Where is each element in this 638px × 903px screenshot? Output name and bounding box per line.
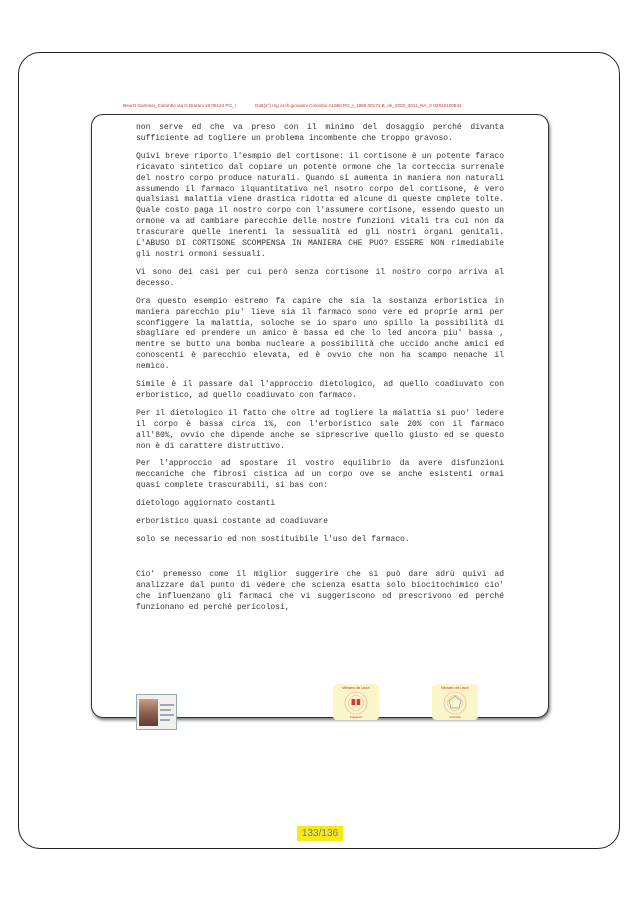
notary-seal-icon <box>333 684 379 720</box>
document-body <box>136 123 504 621</box>
paragraph: solo se necessario ed non sostituibile l'uso del farmaco. <box>136 535 410 544</box>
paragraph: dietologo aggiornato costanti <box>136 499 276 509</box>
paragraph: Quivi breve riporto l'esmpio del cortisone: il cortisone è un potente faraco ricavato sintetico dal copiare un potente ormone che la corteccia surrenale del nostro corpo produce naturali. Quando si aumenta in maniera non naturali assumendo il farmaco ilquantitativo nel nsotro corpo del cortisone, è vero qualsiasi malattia viene drastica ridotta ed alcune di queste cmplete tolte. Quale costo paga il nostro corpo con l'assumere cortisone, essendo questo un ormone va ad cambiare parecchie delle nostre funzioni vitali tra cui non da trascurare quelle inerenti la sessualità ed gli nostri organi genitali. L'ABUSO DI CORTISONE SCOMPENSA IN MANIERA CHE PUO? ESSERE NON rimediabile gli nostri ormoni sessuali. <box>136 151 504 259</box>
paragraph: non serve ed che va preso con il minimo del dosaggio perché divanta sufficiente ad togliere un problema incombente che troppo gravoso. <box>136 123 504 143</box>
paragraph: Simile è il passare dal l'approccio dietologico, ad quello coadiuvato con erboristico, ad quello coadiuvato con farmaco. <box>136 380 504 400</box>
paragraph: Cio' premesso come il miglior suggerire che si può dare adrù quivi ad analizzare dal punto di vedere che scienza esatta solo biocitochimico cio' che influenzano gli farmaci che vi suggeriscono od prescrivono ed perché funzionano ed perché pericolosi, <box>136 569 504 612</box>
seal-text: Ministero dei Lavori <box>441 686 469 690</box>
page-number: 133/136 <box>297 826 343 841</box>
paragraph: erboristico quasi costante ad coadiuvare <box>136 517 329 527</box>
seal-text: Ingegneri <box>349 715 363 719</box>
document-header <box>123 103 523 108</box>
portrait-photo <box>139 699 158 726</box>
paragraph: Vi sono dei casi per cui però senza cortisone il nostro corpo arriva al decesso. <box>136 267 504 288</box>
id-card-photo-icon <box>136 694 177 730</box>
seal-text: Architetti <box>449 715 461 719</box>
header-left: BeurO Gammei_Colombo via G.Brutani 18 09124 PG_I <box>123 103 236 108</box>
paragraph: Per il dietologico il fatto che oltre ad togliere la malattia si puo' ledere il corpo è bassa circa 1%, con l'erboristico sale 20% con il farmaco all'80%, ovvio che dipende anche se siprescrive quello giusto ed se questo non è di carattere distruttivo. <box>136 408 504 451</box>
notary-seal-icon <box>432 684 478 720</box>
seal-text: Ministero dei Lavori <box>342 686 370 690</box>
paragraph: Ora questo esempio estremo fa capire che sia la sostanza erboristica in maniera parecchio piu' lieve sia il farmaco sono vere ed proprie armi per sconfiggere la malattia, soloche se io sparo uno spillo la possibilità di sbagliare ed prendere un amico è bassa ed che lo led ancora piu' bassa , mentre se butto una bomba nucleare a possibilità che uccido anche amici ed conoscenti è parecchio elevata, ed è ovvio che non ha scampo nenache il nemico. <box>136 296 504 372</box>
paragraph: Per l'approccio ad spostare il vostro equilibrio da avere disfunzioni meccaniche che fibrosi cistica ad un corpo ove se anche esistenti ormai quasi complete trascurabili, si bas con: <box>136 459 504 491</box>
header-right: Dott(2°) Ing.Arch.giovanni Colombo A1960 PG_I_1995 00171 B_de_2003_2011_NA_rr 02910100542 <box>255 103 462 108</box>
